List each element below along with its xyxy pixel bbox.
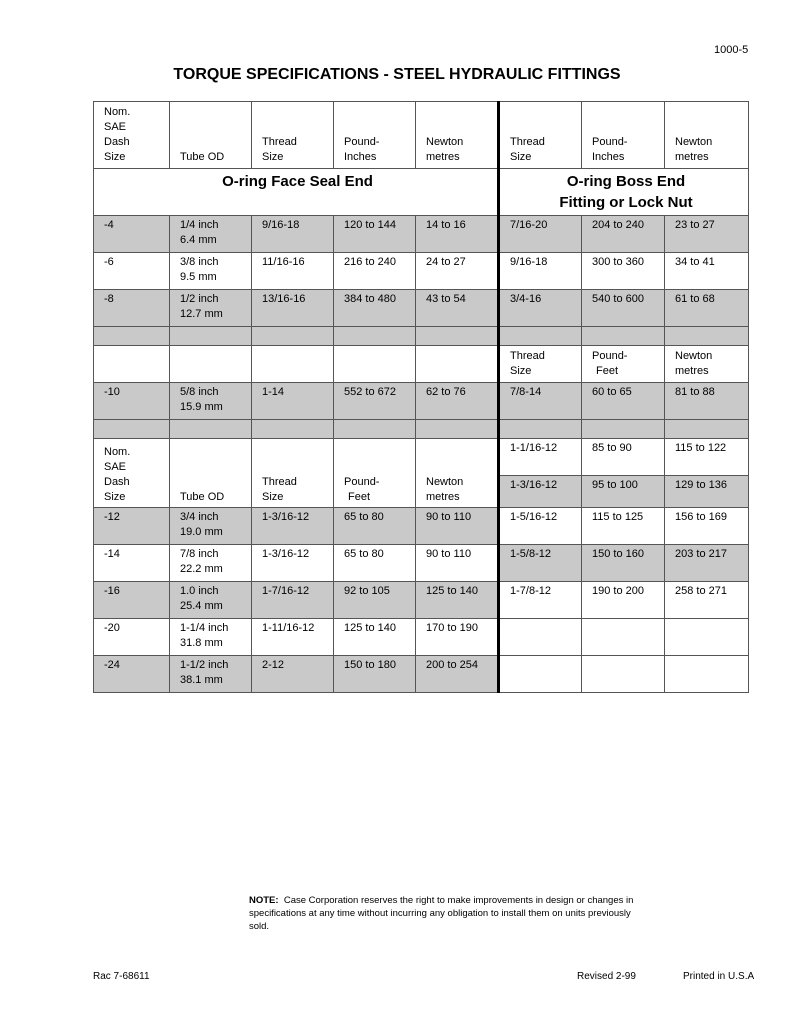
pound-feet-cell: 65 to 80 — [334, 508, 416, 545]
boss-pound-cell: 85 to 90 — [582, 439, 665, 476]
header-boss-pound-inches: Pound- Inches — [582, 102, 665, 169]
boss-thread-cell: 7/16-20 — [499, 216, 582, 253]
tube-od-cell: 1/4 inch 6.4 mm — [170, 216, 252, 253]
header-tube-od: Tube OD — [170, 439, 252, 508]
boss-newton-cell — [665, 619, 749, 656]
section-header-row — [94, 169, 749, 216]
boss-pound-cell — [582, 619, 665, 656]
boss-newton-cell: 81 to 88 — [665, 383, 749, 420]
thread-size-cell: 1-3/16-12 — [252, 508, 334, 545]
boss-newton-cell: 34 to 41 — [665, 253, 749, 290]
boss-pound-cell: 150 to 160 — [582, 545, 665, 582]
header-tube-od: Tube OD — [170, 102, 252, 169]
header-newton-metres: Newton metres — [416, 439, 499, 508]
table-row — [94, 545, 749, 582]
thread-size-cell: 9/16-18 — [252, 216, 334, 253]
boss-newton-cell: 156 to 169 — [665, 508, 749, 545]
header-boss-pound-feet: Pound- Feet — [582, 346, 665, 383]
dash-size-cell: -16 — [94, 582, 170, 619]
table-row — [94, 383, 749, 420]
boss-newton-cell: 203 to 217 — [665, 545, 749, 582]
dash-size-cell: -10 — [94, 383, 170, 420]
tube-od-cell: 1.0 inch 25.4 mm — [170, 582, 252, 619]
boss-pound-cell: 60 to 65 — [582, 383, 665, 420]
thread-size-cell: 13/16-16 — [252, 290, 334, 327]
boss-thread-cell: 1-1/16-12 — [499, 439, 582, 476]
boss-pound-cell: 190 to 200 — [582, 582, 665, 619]
thread-size-cell: 1-7/16-12 — [252, 582, 334, 619]
boss-newton-cell: 129 to 136 — [665, 476, 749, 508]
dash-size-cell: -24 — [94, 656, 170, 693]
thread-size-cell: 2-12 — [252, 656, 334, 693]
thread-size-cell: 1-3/16-12 — [252, 545, 334, 582]
pound-inches-cell: 552 to 672 — [334, 383, 416, 420]
footer-doc-number: Rac 7-68611 — [93, 971, 150, 982]
pound-inches-cell: 120 to 144 — [334, 216, 416, 253]
footer-revision: Revised 2-99 — [577, 971, 636, 982]
header-dash-size: Nom. SAE Dash Size — [94, 102, 170, 169]
blank-row — [94, 420, 749, 439]
note-label: NOTE: — [249, 895, 279, 906]
dash-size-cell: -8 — [94, 290, 170, 327]
boss-newton-cell: 115 to 122 — [665, 439, 749, 476]
table-row — [94, 656, 749, 693]
newton-metres-cell: 170 to 190 — [416, 619, 499, 656]
header-boss-thread-size: Thread Size — [499, 102, 582, 169]
boss-thread-cell: 1-5/16-12 — [499, 508, 582, 545]
note-paragraph — [249, 894, 639, 933]
boss-newton-cell: 23 to 27 — [665, 216, 749, 253]
header-pound-feet: Pound- Feet — [334, 439, 416, 508]
newton-metres-cell: 43 to 54 — [416, 290, 499, 327]
boss-thread-cell: 9/16-18 — [499, 253, 582, 290]
pound-inches-cell: 216 to 240 — [334, 253, 416, 290]
boss-thread-cell: 3/4-16 — [499, 290, 582, 327]
newton-metres-cell: 14 to 16 — [416, 216, 499, 253]
boss-newton-cell: 258 to 271 — [665, 582, 749, 619]
pound-feet-cell: 65 to 80 — [334, 545, 416, 582]
thread-size-cell: 1-14 — [252, 383, 334, 420]
boss-thread-cell: 1-5/8-12 — [499, 545, 582, 582]
newton-metres-cell: 24 to 27 — [416, 253, 499, 290]
boss-pound-cell: 115 to 125 — [582, 508, 665, 545]
newton-metres-cell: 125 to 140 — [416, 582, 499, 619]
boss-subheader-row — [94, 346, 749, 383]
torque-spec-table — [93, 101, 749, 693]
section-face-seal-end: O-ring Face Seal End — [94, 169, 499, 216]
boss-thread-cell — [499, 619, 582, 656]
thread-size-cell: 11/16-16 — [252, 253, 334, 290]
boss-pound-cell: 95 to 100 — [582, 476, 665, 508]
newton-metres-cell: 90 to 110 — [416, 508, 499, 545]
page-title: TORQUE SPECIFICATIONS - STEEL HYDRAULIC FITTINGS — [173, 66, 621, 83]
pound-feet-cell: 125 to 140 — [334, 619, 416, 656]
dash-size-cell: -20 — [94, 619, 170, 656]
thread-size-cell: 1-11/16-12 — [252, 619, 334, 656]
dash-size-cell: -14 — [94, 545, 170, 582]
newton-metres-cell: 62 to 76 — [416, 383, 499, 420]
header-newton-metres: Newton metres — [416, 102, 499, 169]
header-pound-inches: Pound- Inches — [334, 102, 416, 169]
header-thread-size: Thread Size — [252, 439, 334, 508]
boss-pound-cell — [582, 656, 665, 693]
footer-printed: Printed in U.S.A — [683, 971, 755, 982]
newton-metres-cell: 200 to 254 — [416, 656, 499, 693]
header-boss-newton-metres: Newton metres — [665, 346, 749, 383]
table-row — [94, 508, 749, 545]
boss-pound-cell: 540 to 600 — [582, 290, 665, 327]
page-number: 1000-5 — [714, 44, 749, 56]
newton-metres-cell: 90 to 110 — [416, 545, 499, 582]
table-row — [94, 253, 749, 290]
tube-od-cell: 1-1/2 inch 38.1 mm — [170, 656, 252, 693]
blank-row — [94, 327, 749, 346]
tube-od-cell: 5/8 inch 15.9 mm — [170, 383, 252, 420]
table-row — [94, 216, 749, 253]
dash-size-cell: -6 — [94, 253, 170, 290]
pound-inches-cell: 384 to 480 — [334, 290, 416, 327]
tube-od-cell: 1-1/4 inch 31.8 mm — [170, 619, 252, 656]
table-row — [94, 619, 749, 656]
table-row — [94, 290, 749, 327]
note-text: Case Corporation reserves the right to make improvements in design or changes in specifications at any time without incurring any obligation to install them on units previously sold. — [249, 895, 634, 932]
table-row — [94, 582, 749, 619]
header-thread-size: Thread Size — [252, 102, 334, 169]
tube-od-cell: 1/2 inch 12.7 mm — [170, 290, 252, 327]
header-boss-newton-metres: Newton metres — [665, 102, 749, 169]
boss-pound-cell: 204 to 240 — [582, 216, 665, 253]
section-boss-end: O-ring Boss End Fitting or Lock Nut — [499, 169, 749, 216]
header-row — [94, 102, 749, 169]
header-boss-thread-size: Thread Size — [499, 346, 582, 383]
header-row-2 — [94, 439, 749, 476]
pound-feet-cell: 150 to 180 — [334, 656, 416, 693]
pound-feet-cell: 92 to 105 — [334, 582, 416, 619]
boss-newton-cell: 61 to 68 — [665, 290, 749, 327]
boss-thread-cell: 1-3/16-12 — [499, 476, 582, 508]
boss-thread-cell — [499, 656, 582, 693]
tube-od-cell: 3/4 inch 19.0 mm — [170, 508, 252, 545]
header-dash-size: Nom. SAE Dash Size — [94, 439, 170, 508]
dash-size-cell: -12 — [94, 508, 170, 545]
tube-od-cell: 3/8 inch 9.5 mm — [170, 253, 252, 290]
boss-thread-cell: 7/8-14 — [499, 383, 582, 420]
tube-od-cell: 7/8 inch 22.2 mm — [170, 545, 252, 582]
boss-pound-cell: 300 to 360 — [582, 253, 665, 290]
boss-thread-cell: 1-7/8-12 — [499, 582, 582, 619]
boss-newton-cell — [665, 656, 749, 693]
dash-size-cell: -4 — [94, 216, 170, 253]
